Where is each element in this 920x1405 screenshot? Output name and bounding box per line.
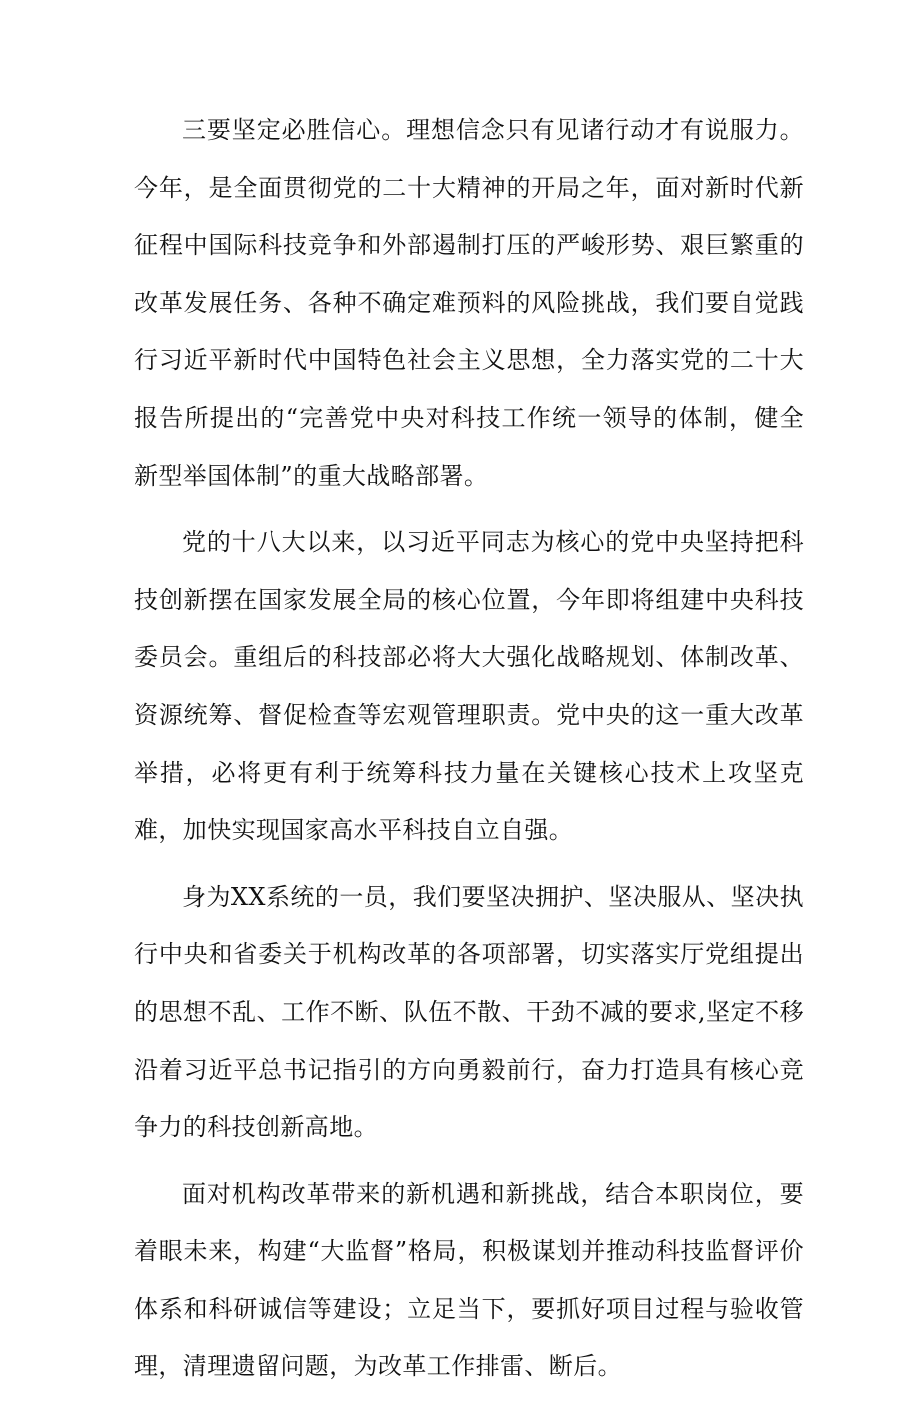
paragraph-system-responsibility: 身为XX系统的一员，我们要坚决拥护、坚决服从、坚决执行中央和省委关于机构改革的各项部署，切实落实厅党组提出的思想不乱、工作不断、队伍不散、干劲不减的要求,坚定不移沿着习近平总书记指引的方向勇毅前行，奋力打造具有核心竞争力的科技创新高地。 <box>134 882 804 1142</box>
paragraph-work-plan: 面对机构改革带来的新机遇和新挑战，结合本职岗位，要着眼未来，构建“大监督”格局，积极谋划并推动科技监督评价体系和科研诚信等建设；立足当下，要抓好项目过程与验收管理，清理遗留问题，为改革工作排雷、断后。 <box>134 1179 804 1381</box>
paragraph-confidence: 三要坚定必胜信心。理想信念只有见诸行动才有说服力。今年，是全面贯彻党的二十大精神的开局之年，面对新时代新征程中国际科技竞争和外部遏制打压的严峻形势、艰巨繁重的改革发展任务、各种不确定难预料的风险挑战，我们要自觉践行习近平新时代中国特色社会主义思想，全力落实党的二十大报告所提出的“完善党中央对科技工作统一领导的体制，健全新型举国体制”的重大战略部署。 <box>134 116 804 490</box>
document-body <box>134 102 804 1405</box>
paragraph-reform-background: 党的十八大以来，以习近平同志为核心的党中央坚持把科技创新摆在国家发展全局的核心位置，今年即将组建中央科技委员会。重组后的科技部必将大大强化战略规划、体制改革、资源统筹、督促检查等宏观管理职责。党中央的这一重大改革举措，必将更有利于统筹科技力量在关键核心技术上攻坚克难，加快实现国家高水平科技自立自强。 <box>134 528 804 845</box>
